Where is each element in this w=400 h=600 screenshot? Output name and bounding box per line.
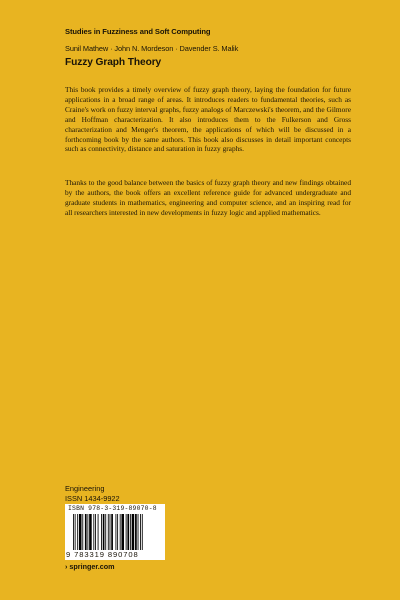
authors: Sunil Mathew · John N. Mordeson · Davender S. Malik bbox=[65, 44, 239, 53]
barcode-bar bbox=[73, 514, 74, 550]
barcode-bar bbox=[82, 514, 83, 550]
barcode-bar bbox=[117, 514, 118, 550]
barcode-bar bbox=[98, 514, 99, 550]
isbn-label: ISBN 978-3-319-89070-8 bbox=[68, 505, 157, 512]
barcode-bar bbox=[138, 514, 139, 550]
publisher-website: › springer.com bbox=[65, 562, 115, 571]
barcode-bar bbox=[142, 514, 143, 550]
blurb-paragraph-1: This book provides a timely overview of fuzzy graph theory, laying the foundation for future applications in a broad range of areas. It introduces readers to fundamental theories, such as Craine's work on fuzzy interval graphs, fuzzy analogs of Marczewski's theorem, and the Gilmore and Hoffman characterization. It also introduces them to the Fulkerson and Gross characterization and Menger's theorem, the applications of which will be discussed in a forthcoming book by the same authors. This book also discusses in detail important concepts such as connectivity, distance and saturation in fuzzy graphs. bbox=[65, 85, 351, 154]
ean-digits: 9 783319 890708 bbox=[66, 550, 139, 559]
barcode-bar bbox=[132, 514, 135, 550]
barcode-bar bbox=[110, 514, 111, 550]
barcode-bar bbox=[120, 514, 121, 550]
barcode-bar bbox=[89, 514, 92, 550]
barcode-bar bbox=[85, 514, 87, 550]
barcode-bar bbox=[111, 514, 113, 550]
barcode-bar bbox=[79, 514, 82, 550]
barcode-box bbox=[65, 504, 165, 560]
barcode-bar bbox=[126, 514, 127, 550]
barcode-icon bbox=[73, 514, 161, 550]
barcode-bar bbox=[130, 514, 131, 550]
barcode-bar bbox=[95, 514, 96, 550]
barcode-bar bbox=[87, 514, 88, 550]
barcode-bar bbox=[140, 514, 141, 550]
series-title: Studies in Fuzziness and Soft Computing bbox=[65, 27, 211, 36]
barcode-bar bbox=[116, 514, 117, 550]
issn-label: ISSN 1434-9922 bbox=[65, 494, 120, 503]
subject-label: Engineering bbox=[65, 484, 105, 493]
barcode-bar bbox=[135, 514, 137, 550]
blurb-paragraph-2: Thanks to the good balance between the basics of fuzzy graph theory and new findings obtained by the authors, the book offers an excellent reference guide for advanced undergraduate and graduate students in mathematics, engineering and computer science, and an inspiring read for all researchers interested in new developments in fuzzy logic and applied mathematics. bbox=[65, 178, 351, 217]
barcode-bar bbox=[103, 514, 105, 550]
barcode-bar bbox=[101, 514, 102, 550]
barcode-bar bbox=[93, 514, 94, 550]
barcode-bar bbox=[75, 514, 76, 550]
book-title: Fuzzy Graph Theory bbox=[65, 57, 162, 68]
barcode-bar bbox=[127, 514, 129, 550]
barcode-bar bbox=[77, 514, 78, 550]
barcode-bar bbox=[121, 514, 124, 550]
barcode-bar bbox=[105, 514, 106, 550]
barcode-bar bbox=[108, 514, 109, 550]
